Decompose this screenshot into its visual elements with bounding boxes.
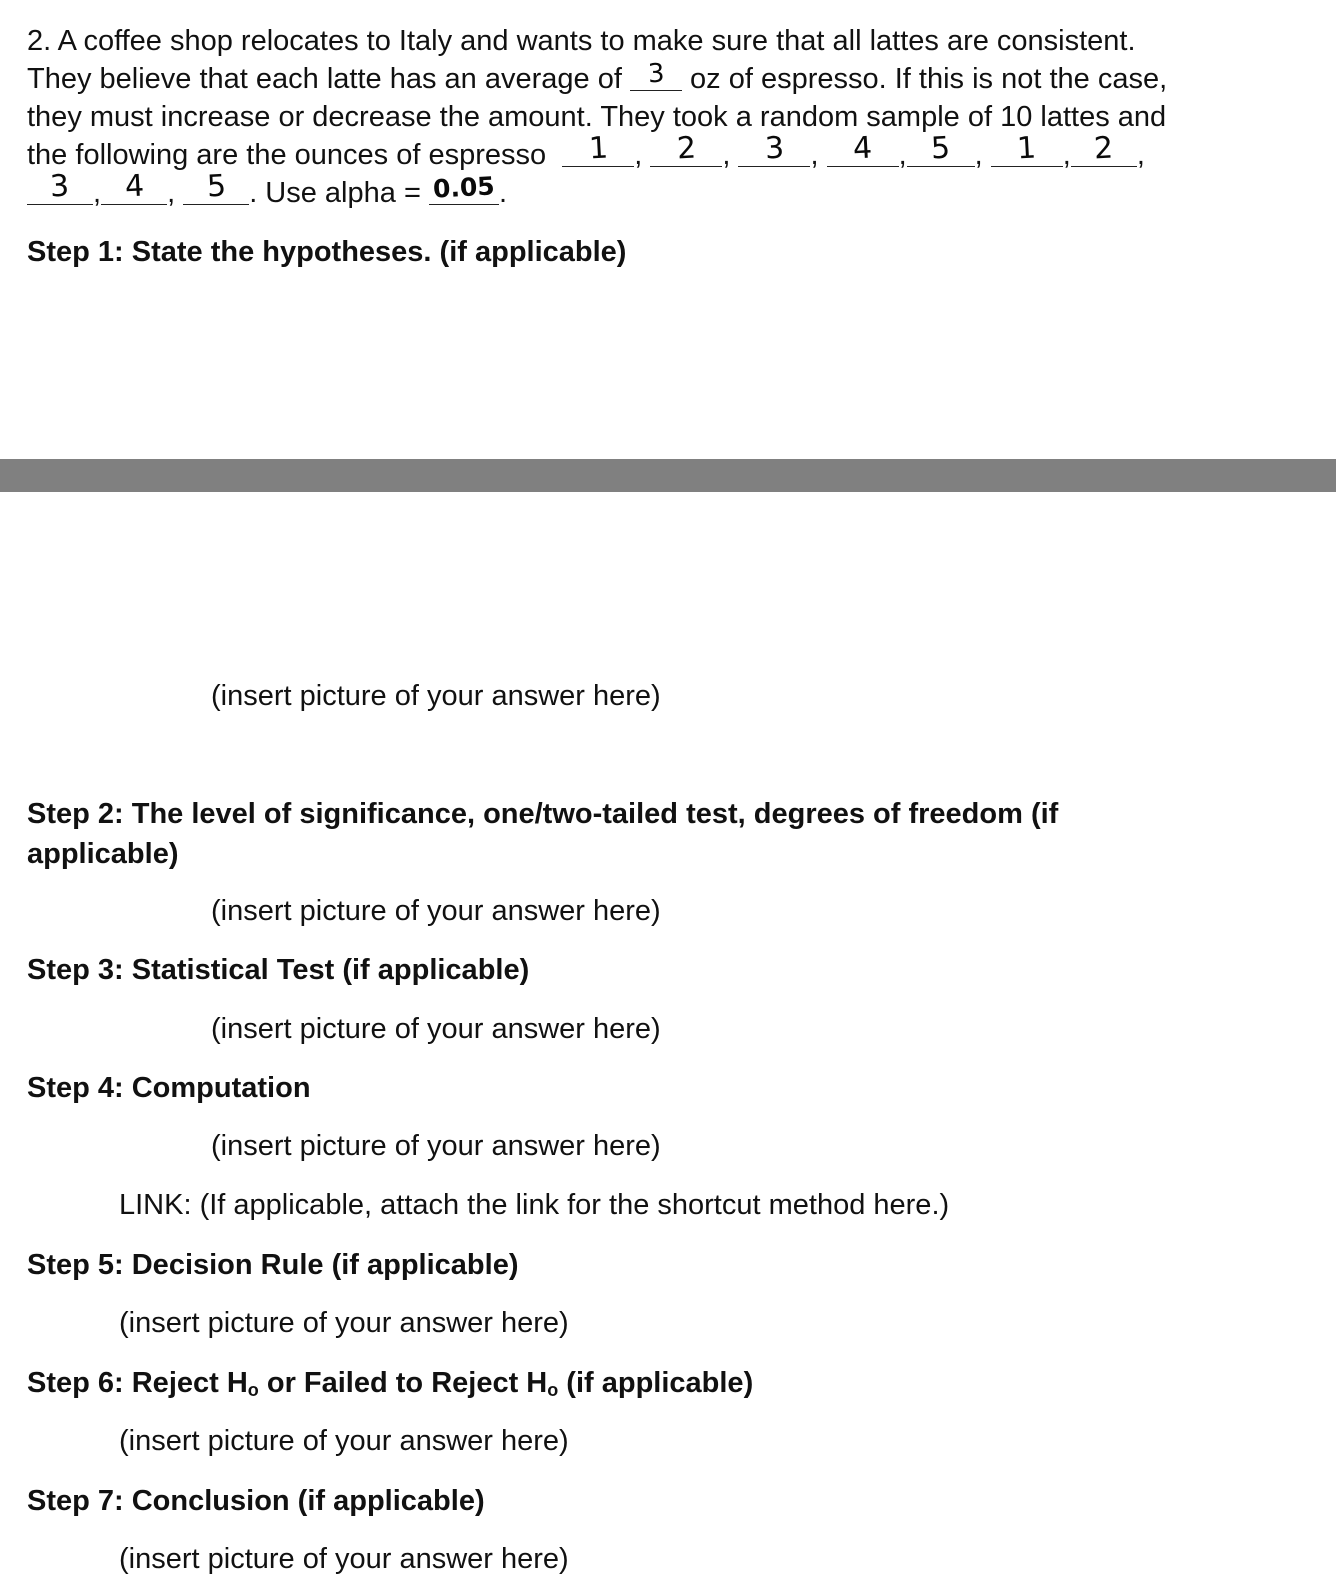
subscript-o: o (247, 1380, 259, 1400)
sample-blank-1[interactable] (562, 130, 634, 167)
sample-blank-8[interactable] (27, 168, 93, 205)
page-divider (0, 459, 1336, 492)
sample-blank-9[interactable] (101, 168, 167, 205)
step-6-placeholder[interactable]: (insert picture of your answer here) (119, 1425, 569, 1457)
word-are: are (196, 139, 239, 171)
step-3-title: Step 3: Statistical Test (if applicable) (27, 954, 530, 986)
alpha-blank[interactable] (429, 171, 499, 205)
step-1-title: Step 1: State the hypotheses. (if applicable) (27, 236, 627, 268)
comma: , (93, 177, 102, 209)
subscript-o: o (547, 1380, 559, 1400)
handwritten-mean: 3 (646, 58, 666, 90)
word-the-2: the (246, 139, 287, 171)
handwritten-sample-8: 3 (49, 168, 71, 205)
step-6-title (27, 1363, 753, 1410)
step-4-title: Step 4: Computation (27, 1072, 311, 1104)
sample-blank-4[interactable] (827, 130, 899, 167)
handwritten-sample-4: 4 (852, 130, 874, 167)
sample-blank-10[interactable] (183, 168, 249, 205)
word-ounces: ounces (294, 139, 389, 171)
step-2-title (27, 794, 1058, 874)
handwritten-sample-2: 2 (675, 130, 697, 167)
comma: , (167, 177, 176, 209)
comma: , (898, 139, 907, 171)
handwritten-sample-6: 1 (1016, 130, 1038, 167)
mean-blank[interactable] (630, 58, 682, 91)
sample-blank-6[interactable] (991, 130, 1063, 167)
problem-line-2-start: They believe that each latte has an average of (27, 63, 622, 95)
step-1-placeholder[interactable]: (insert picture of your answer here) (211, 680, 661, 712)
step-6-title-c: (if applicable) (558, 1367, 754, 1399)
problem-line-2 (27, 60, 1229, 98)
handwritten-sample-10: 5 (205, 168, 227, 205)
step-2-title-line-2: applicable) (27, 838, 179, 870)
sample-blank-2[interactable] (650, 130, 722, 167)
handwritten-sample-5: 5 (930, 130, 952, 167)
word-espresso: espresso (428, 139, 547, 171)
handwritten-alpha: 0.05 (432, 171, 496, 204)
step-5-title: Step 5: Decision Rule (if applicable) (27, 1249, 519, 1281)
sample-blank-3[interactable] (738, 130, 810, 167)
step-7-placeholder[interactable]: (insert picture of your answer here) (119, 1543, 569, 1575)
comma: , (1136, 139, 1145, 171)
comma: , (810, 139, 819, 171)
step-7-title: Step 7: Conclusion (if applicable) (27, 1485, 485, 1517)
problem-line-2-end: oz of espresso. If this is not the case, (690, 63, 1168, 95)
period: . (498, 177, 508, 209)
handwritten-sample-3: 3 (764, 130, 785, 167)
problem-line-5 (27, 168, 1229, 212)
sample-blank-7[interactable] (1071, 130, 1137, 167)
step-6-title-a: Step 6: Reject H (27, 1367, 248, 1399)
comma: , (722, 139, 731, 171)
handwritten-sample-9: 4 (123, 168, 145, 205)
step-2-placeholder[interactable]: (insert picture of your answer here) (211, 895, 661, 927)
step-4-placeholder[interactable]: (insert picture of your answer here) (211, 1130, 661, 1162)
comma: , (1062, 139, 1071, 171)
word-following: following (75, 139, 189, 171)
step-5-placeholder[interactable]: (insert picture of your answer here) (119, 1307, 569, 1339)
problem-line-3: they must increase or decrease the amount. They took a random sample of 10 lattes and (27, 101, 1167, 133)
sample-blank-5[interactable] (907, 130, 975, 167)
alpha-label: . Use alpha = (249, 177, 421, 209)
step-2-title-line-1: Step 2: The level of significance, one/two-tailed test, degrees of freedom (if (27, 798, 1059, 830)
problem-line-1: 2. A coffee shop relocates to Italy and wants to make sure that all lattes are consistent. (27, 25, 1136, 57)
comma: , (974, 139, 983, 171)
word-of: of (396, 139, 421, 171)
shortcut-link-note[interactable]: LINK: (If applicable, attach the link for the shortcut method here.) (119, 1189, 950, 1221)
problem-statement (27, 22, 1229, 212)
comma: , (634, 139, 643, 171)
step-3-placeholder[interactable]: (insert picture of your answer here) (211, 1013, 661, 1045)
handwritten-sample-1: 1 (587, 130, 609, 167)
step-6-title-b: or Failed to Reject H (258, 1367, 548, 1399)
problem-line-4 (27, 130, 1229, 174)
handwritten-sample-7: 2 (1093, 130, 1115, 167)
word-the: the (27, 139, 68, 171)
